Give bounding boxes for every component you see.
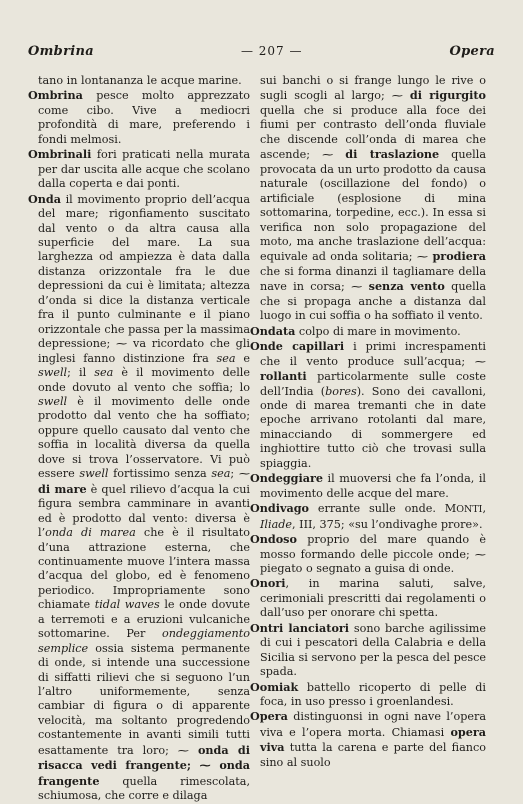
dictionary-entry: Ontri lanciatori sono barche agilissime di cui i pescatori della Calabria e della Sicilia si servono per la pesca del pesce spada. [250, 620, 486, 679]
dictionary-entry: Ombrina pesce molto apprezzato come cibo. Vive a mediocri profondità di mare, preferendo i fondi melmosi. [28, 88, 250, 146]
dictionary-entry: Oomiak battello ricoperto di pelle di foca, in uso presso i groenlandesi. [250, 679, 486, 709]
dictionary-entry: Onde capillari i primi increspamenti che il vento produce sull’acqua; ⁓ rollanti particolarmente sulle coste dell’India (bores). Sono dei cavalloni, onde di marea tremanti che in date epoche arrivano rotolanti dal mare, minacciando di sommergere ed inghiottire tutto ciò che trovasi sulla spiaggia. [250, 339, 486, 470]
dictionary-entry: tano in lontananza le acque marine. [38, 74, 242, 87]
dictionary-entry: Onda il movimento proprio dell’acqua del mare; rigonfiamento suscitato dal vento o da altra causa alla superficie del mare. La sua larghezza od ampiezza è data dalla distanza orizzontale fra le due depressioni da cui è limitata; altezza d’onda si dice la distanza verticale fra il punto culminante e il piano orizzontale che passa per la massima depressione; ⁓ va ricordato che gli inglesi fanno distinzione fra sea e swell; il sea è il movimento delle onde dovuto al vento che soffia; lo swell è il movimento delle onde prodotto dal vento che ha soffiato; oppure quello causato dal vento che soffia in località diversa da quella dove si trova l’osservatore. Vi può essere swell fortissimo senza sea; ⁓ di mare è quel rilievo d’acqua la cui figura sembra camminare in avanti ed è prodotto dal vento: diversa è l’onda di marea che è il risultato d’una attrazione esterna, che continuamente muove l’intera massa d’acqua del globo, ed è fenomeno periodico. Impropriamente sono chiamate tidal waves le onde dovute a terremoti e a eruzioni vulcaniche sottomarine. Per ondeggiamento semplice ossia sistema permanente di onde, si intende una successione di siffatti rilievi che si seguono l’un l’altro uniformemente, senza cambiar di figura o di apparente velocità, ma soltanto progredendo costantemente in avanti simili tutti esattamente tra loro; ⁓ onda di risacca vedi frangente; ⁓ onda frangente quella rimescolata, schiumosa, che corre e dilaga [28, 191, 251, 803]
running-header [28, 44, 495, 66]
left-column [28, 74, 250, 804]
dictionary-entry: Ondoso proprio del mare quando è mosso formando delle piccole onde; ⁓ piegato o segnato a guisa di onde. [250, 532, 486, 575]
dictionary-entry: sui banchi o si frange lungo le rive o sugli scogli al largo; ⁓ di rigurgito quella che si produce alla foce dei fiumi per contrasto dell’onda fluviale che discende coll’onda di marea che ascende; ⁓ di traslazione quella provocata da un urto prodotto da causa naturale (oscillazione del fondo) o artificiale (esplosione di mina sottomarina, torpedine, ecc.). In essa si verifica non solo propagazione del moto, ma anche traslazione dell’acqua: equivale ad onda solitaria; ⁓ prodiera che si forma dinanzi il tagliamare della nave in corsa; ⁓ senza vento quella che si propaga anche a distanza dal luogo in cui soffia o ha soffiato il vento. [260, 74, 486, 323]
dictionary-entry: Onori, in marina saluti, salve, cerimoniali prescritti dai regolamenti o dall’uso per onorare chi spetta. [250, 576, 486, 620]
dictionary-entry: Ondeggiare il muoversi che fa l’onda, il movimento delle acque del mare. [250, 471, 486, 500]
dictionary-entry: Ombrinali fori praticati nella murata per dar uscita alle acque che scolano dalla coperta e dai ponti. [28, 147, 250, 191]
dictionary-entry: Ondivago errante sulle onde. MONTI, Iliade, III, 375; «su l’ondivaghe prore». [250, 501, 486, 531]
dictionary-entry: Ondata colpo di mare in movimento. [250, 323, 461, 338]
right-column [250, 74, 486, 770]
page-number: — 207 — [240, 44, 303, 58]
header-first-entry: Ombrina [28, 44, 94, 59]
header-last-entry: Opera [449, 44, 495, 59]
dictionary-entry: Opera distinguonsi in ogni nave l’opera viva e l’opera morta. Chiamasi opera viva tutta la carena e parte del fianco sino al suolo [250, 709, 486, 769]
